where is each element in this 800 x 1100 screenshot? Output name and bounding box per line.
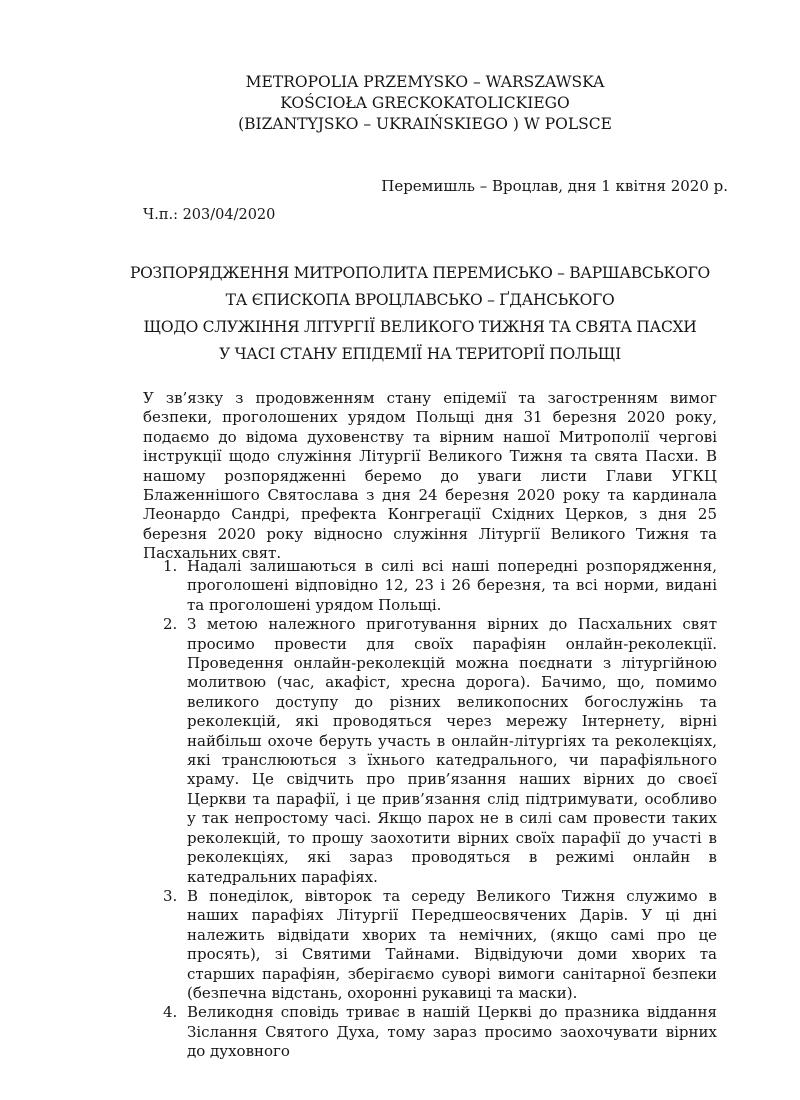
list-item-text: Надалі залишаються в силі всі наші попередні розпорядження, проголошені відповідно 12, 23 і 26 березня, та всі норми, видані та проголошені урядом Польщі.: [187, 557, 717, 614]
letterhead: [0, 72, 800, 135]
document-title: [0, 260, 800, 368]
reference-number: Ч.п.: 203/04/2020: [143, 207, 276, 223]
intro-paragraph: У зв’язку з продовженням стану епідемії та загостренням вимог безпеки, проголошених урядом Польщі дня 31 березня 2020 року, подаємо до відома духовенству та вірним нашої Митрополії чергові інструкції щодо служіння Літургії Великого Тижня та свята Пасхи. В нашому розпорядженні беремо до уваги листи Глави УГКЦ Блаженнішого Святослава з дня 24 березня 2020 року та кардинала Леонардо Сандрі, префекта Конгрегації Східних Церков, з дня 25 березня 2020 року відносно служіння Літургії Великого Тижня та Пасхальних свят.: [143, 389, 717, 563]
letterhead-line-3: (BIZANTYJSKO – UKRAIŃSKIEGO ) W POLSCE: [238, 115, 612, 133]
title-line-2: ТА ЄПИСКОПА ВРОЦЛАВСЬКО – ҐДАНСЬКОГО: [225, 291, 615, 309]
place-and-date: Перемишль – Вроцлав, дня 1 квітня 2020 р.: [381, 177, 728, 195]
list-item-number: 1.: [163, 557, 178, 575]
list-item-number: 3.: [163, 886, 178, 905]
list-item-text: В понеділок, вівторок та середу Великого Тижня служимо в наших парафіях Літургії Передшеосвячених Дарів. У ці дні належить відвідати хворих та немічних, (якщо самі про це просять), зі Святими Тайнами. Відвідуючи доми хворих та старших парафіян, зберігаємо суворі вимоги санітарної безпеки (безпечна відстань, охоронні рукавиці та маски).: [187, 886, 717, 1002]
list-item: [163, 557, 717, 615]
list-item: [163, 615, 717, 887]
list-item-text: Великодня сповідь триває в нашій Церкві до празника віддання Зіслання Святого Духа, тому зараз просимо заохочувати вірних до духовного: [187, 1003, 717, 1061]
title-line-1: РОЗПОРЯДЖЕННЯ МИТРОПОЛИТА ПЕРЕМИСЬКО – ВАРШАВСЬКОГО: [130, 264, 710, 282]
title-line-3: ЩОДО СЛУЖІННЯ ЛІТУРГІЇ ВЕЛИКОГО ТИЖНЯ ТА СВЯТА ПАСХИ: [143, 318, 697, 336]
list-item: [163, 1003, 717, 1061]
title-line-4: У ЧАСІ СТАНУ ЕПІДЕМІЇ НА ТЕРИТОРІЇ ПОЛЬЩІ: [219, 345, 621, 363]
list-item-number: 4.: [163, 1003, 178, 1022]
list-item-text: З метою належного приготування вірних до Пасхальних свят просимо провести для своїх парафіян онлайн-реколекції. Проведення онлайн-реколекцій можна поєднати з літургійною молитвою (час, акафіст, хресна дорога). Бачимо, що, помимо великого доступу до різних великопосних богослужінь та реколекцій, які проводяться через мережу Інтернету, вірні найбільш охоче беруть участь в онлайн-літургіях та реколекціях, які транслюються з їхнього катедрального, чи парафіяльного храму. Це свідчить про прив’язання наших вірних до своєї Церкви та парафії, і це прив’язання слід підтримувати, особливо у так непростому часі. Якщо парох не в силі сам провести таких реколекцій, то прошу заохотити вірних своїх парафії до участі в реколекціях, які зараз проводяться в режимі онлайн в катедральних парафіях.: [187, 615, 717, 886]
letterhead-line-2: KOŚCIOŁA GRECKOKATOLICKIEGO: [280, 94, 570, 112]
letterhead-line-1: METROPOLIA PRZEMYSKO – WARSZAWSKA: [245, 73, 605, 91]
list-item-number: 2.: [163, 615, 178, 634]
list-item: [163, 887, 717, 1003]
numbered-list: [163, 557, 717, 1062]
